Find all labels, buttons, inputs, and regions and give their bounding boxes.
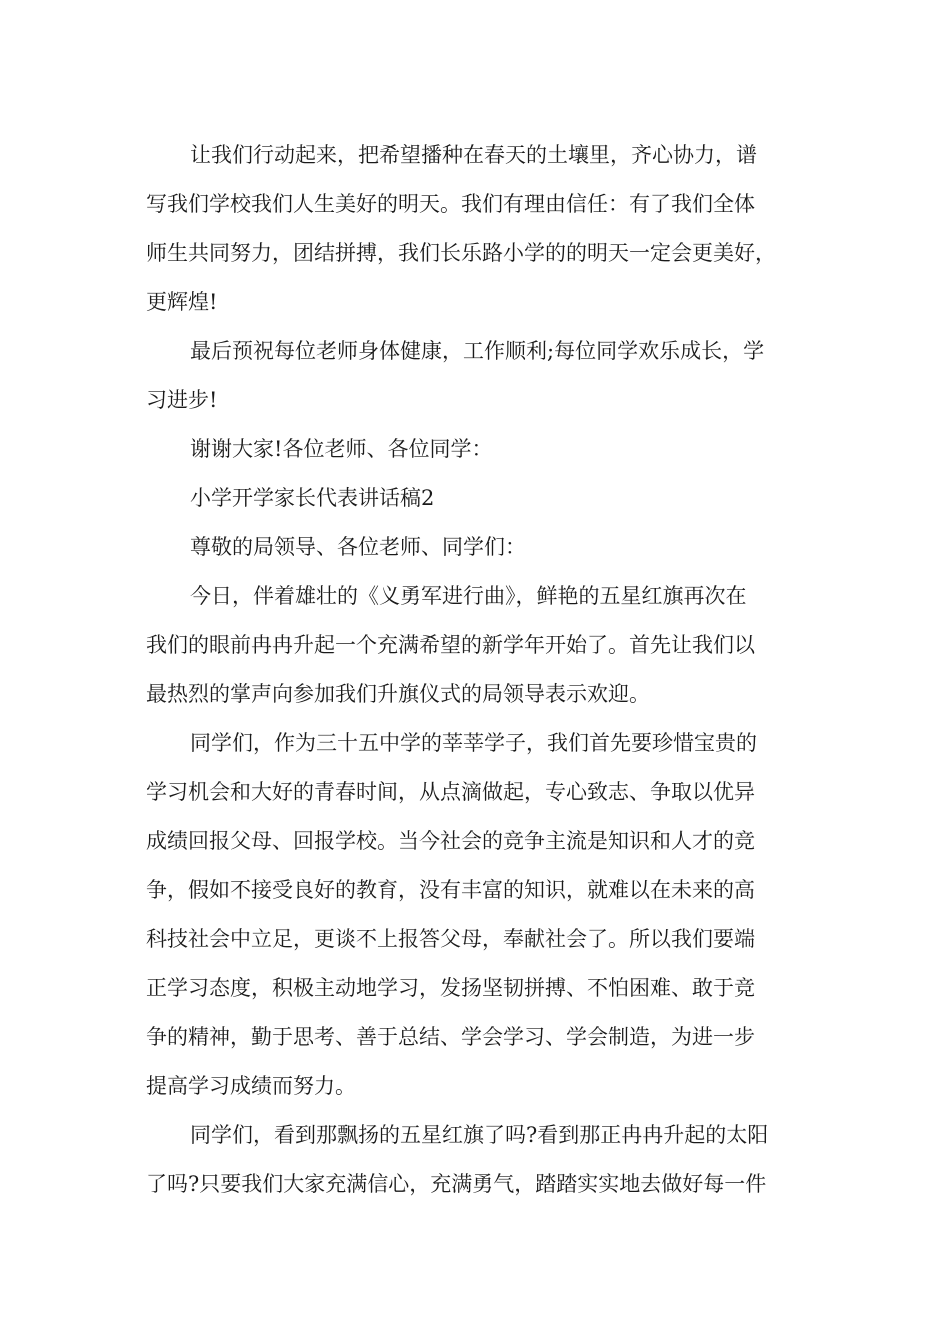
text-line: 同学们，看到那飘扬的五星红旗了吗?看到那正冉冉升起的太阳 [190, 1123, 769, 1147]
text-line: 最热烈的掌声向参加我们升旗仪式的局领导表示欢迎。 [146, 682, 650, 706]
paragraph [146, 572, 818, 719]
text-line: 今日，伴着雄壮的《义勇军进行曲》，鲜艳的五星红旗再次在 [190, 584, 747, 608]
salutation [146, 523, 818, 572]
text-line: 习进步! [146, 388, 218, 412]
text-line: 提高学习成绩而努力。 [146, 1074, 356, 1098]
paragraph [146, 1111, 818, 1209]
text-line: 让我们行动起来，把希望播种在春天的土壤里，齐心协力，谱 [190, 143, 757, 167]
text-line: 写我们学校我们人生美好的明天。我们有理由信任：有了我们全体 [146, 192, 755, 216]
text-line: 正学习态度，积极主动地学习，发扬坚韧拼搏、不怕困难、敢于竞 [146, 976, 755, 1000]
document-body [146, 131, 818, 1209]
text-line: 我们的眼前冉冉升起一个充满希望的新学年开始了。首先让我们以 [146, 633, 755, 657]
text-line: 尊敬的局领导、各位老师、同学们： [190, 535, 526, 559]
text-line: 小学开学家长代表讲话稿2 [190, 486, 435, 510]
text-line: 了吗?只要我们大家充满信心，充满勇气，踏踏实实地去做好每一件 [146, 1172, 767, 1196]
text-line: 科技社会中立足，更谈不上报答父母，奉献社会了。所以我们要端 [146, 927, 755, 951]
paragraph [146, 425, 818, 474]
paragraph [146, 719, 818, 1111]
paragraph [146, 131, 818, 327]
text-line: 成绩回报父母、回报学校。当今社会的竞争主流是知识和人才的竞 [146, 829, 755, 853]
paragraph [146, 327, 818, 425]
section-title [146, 474, 818, 523]
text-line: 同学们，作为三十五中学的莘莘学子，我们首先要珍惜宝贵的 [190, 731, 757, 755]
text-line: 学习机会和大好的青春时间，从点滴做起，专心致志、争取以优异 [146, 780, 755, 804]
text-line: 谢谢大家!各位老师、各位同学： [190, 437, 493, 461]
text-line: 争的精神，勤于思考、善于总结、学会学习、学会制造，为进一步 [146, 1025, 755, 1049]
text-line: 师生共同努力，团结拼搏，我们长乐路小学的的明天一定会更美好， [146, 241, 776, 265]
text-line: 争，假如不接受良好的教育，没有丰富的知识，就难以在未来的高 [146, 878, 755, 902]
text-line: 更辉煌! [146, 290, 218, 314]
text-line: 最后预祝每位老师身体健康，工作顺利;每位同学欢乐成长，学 [190, 339, 765, 363]
